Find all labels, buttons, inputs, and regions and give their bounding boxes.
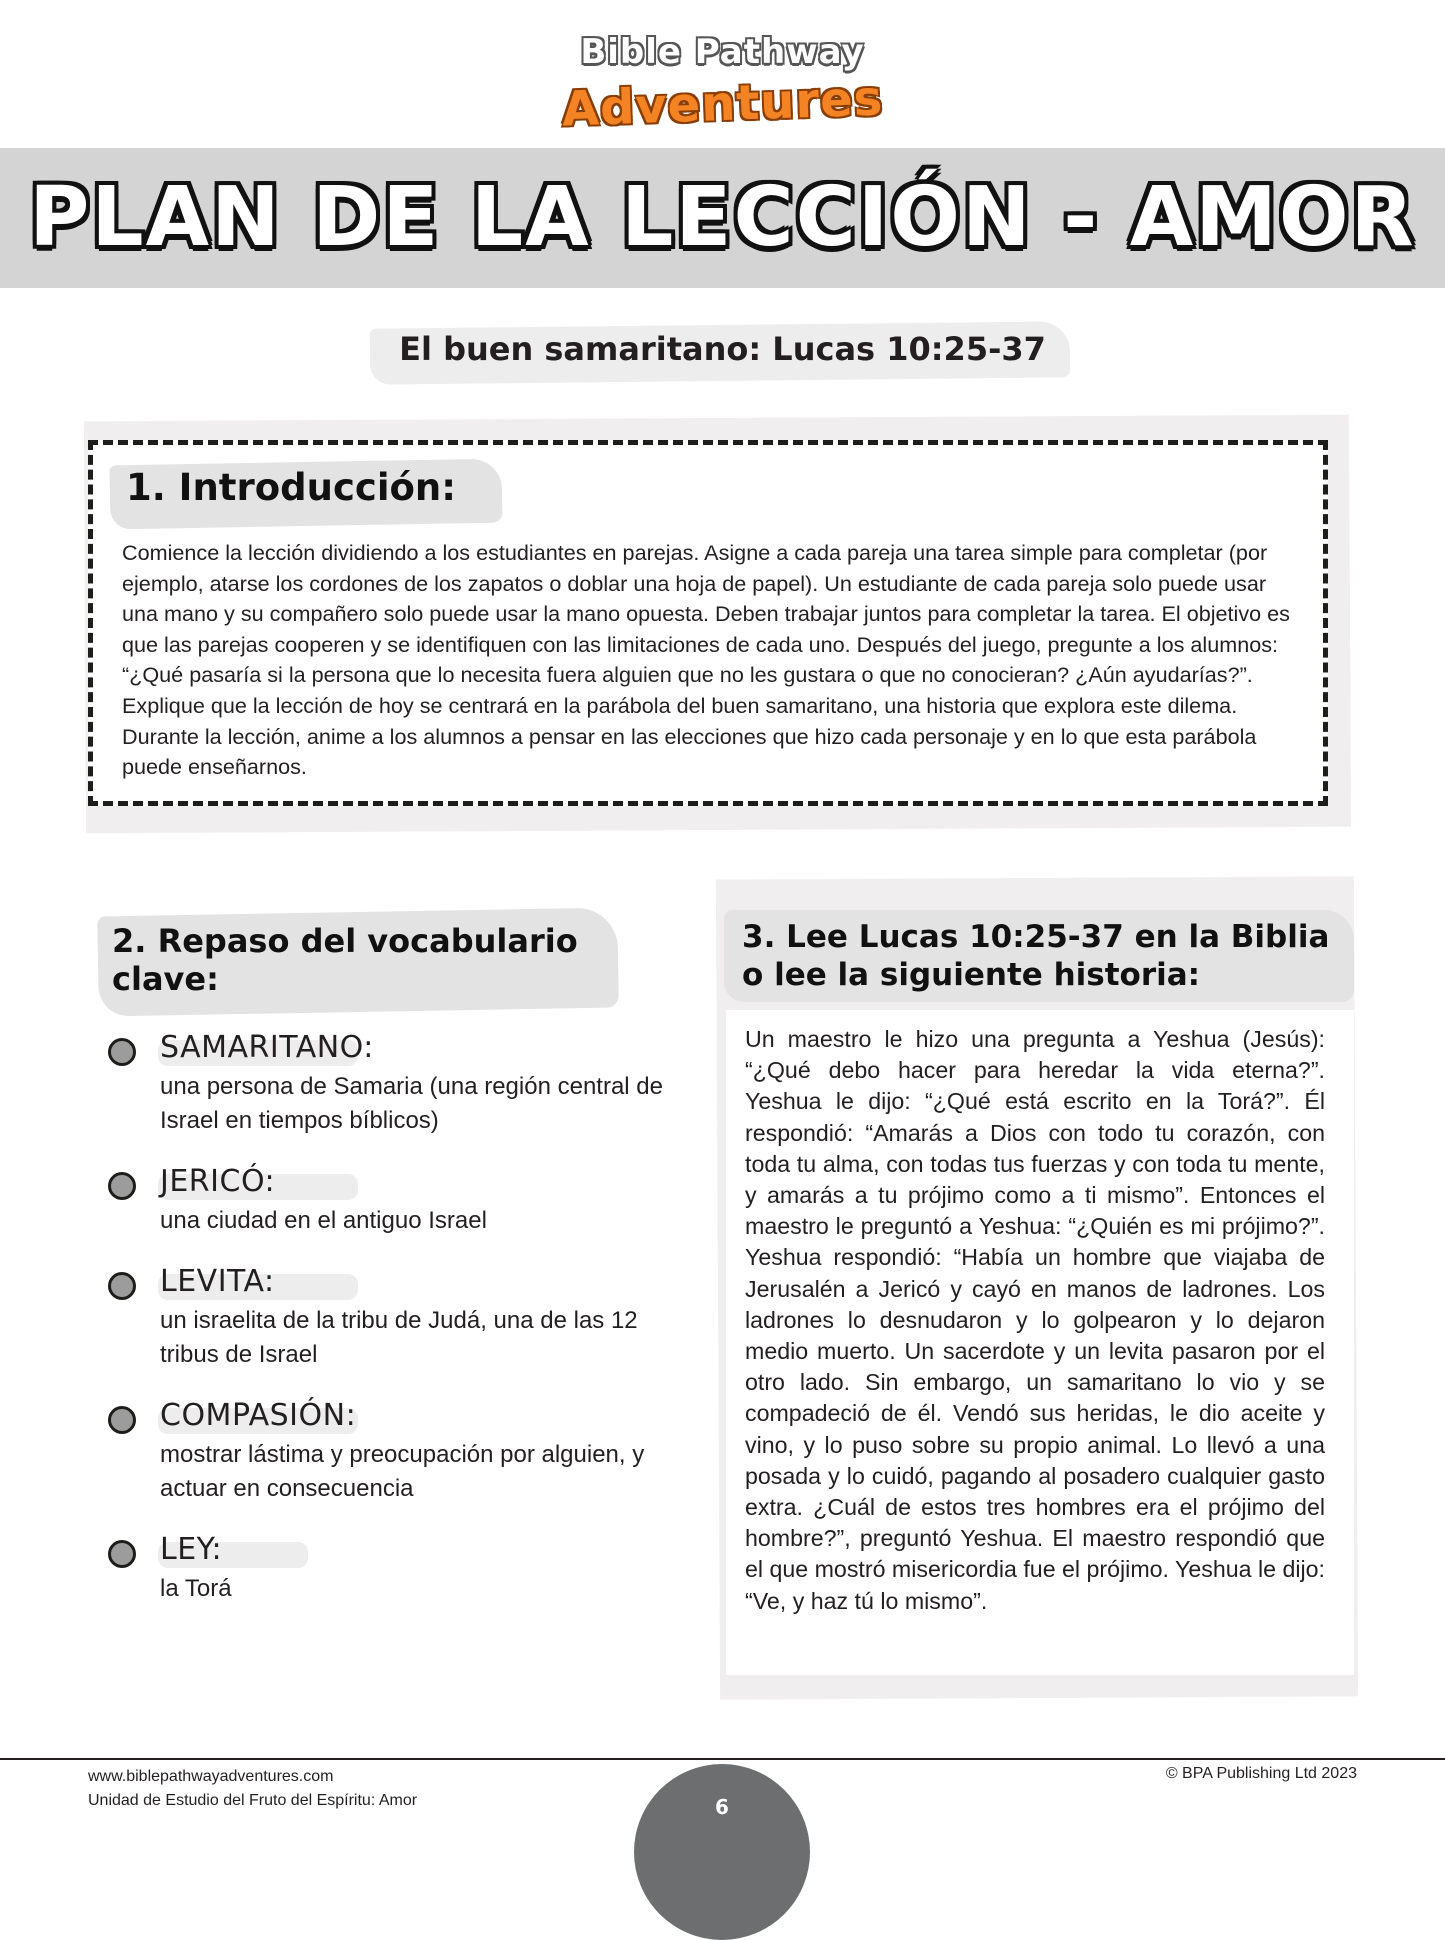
bullet-icon xyxy=(108,1540,136,1568)
page-subtitle: El buen samaritano: Lucas 10:25-37 xyxy=(399,330,1046,368)
vocab-definition: mostrar lástima y preocupación por alguien, y actuar en consecuencia xyxy=(160,1441,645,1502)
vocab-definition: la Torá xyxy=(160,1575,232,1602)
vocab-definition: un israelita de la tribu de Judá, una de las 12 tribus de Israel xyxy=(160,1307,638,1368)
vocab-heading: 2. Repaso del vocabulario clave: xyxy=(112,922,578,998)
page-number-badge xyxy=(634,1764,810,1940)
vocab-definition: una ciudad en el antiguo Israel xyxy=(160,1207,487,1234)
vocab-definition: una persona de Samaria (una región central de Israel en tiempos bíblicos) xyxy=(160,1073,663,1134)
bullet-icon xyxy=(108,1406,136,1434)
vocab-term: COMPASIÓN: xyxy=(160,1398,357,1433)
story-heading: 3. Lee Lucas 10:25-37 en la Biblia o lee la siguiente historia: xyxy=(742,919,1330,993)
intro-text: Comience la lección dividiendo a los estudiantes en parejas. Asigne a cada pareja una tarea simple para completar (por ejemplo, atarse los cordones de los zapatos o doblar una hoja de papel). Un estudiante de cada pareja solo puede usar una mano y su compañero solo puede usar la mano opuesta. Deben trabajar juntos para completar la tarea. El objetivo es que las parejas cooperen y se identifiquen con las limitaciones de cada uno. Después del juego, pregunte a los alumnos: “¿Qué pasaría si la persona que lo necesita fuera alguien que no les gustara o que no conocieran? ¿Aún ayudarías?”. Explique que la lección de hoy se centrará en la parábola del buen samaritano, una historia que explora este dilema. Durante la lección, anime a los alumnos a pensar en las elecciones que hizo cada personaje y en lo que esta parábola puede enseñarnos. xyxy=(122,540,1290,780)
footer-copyright: © BPA Publishing Ltd 2023 xyxy=(1165,1765,1357,1782)
bullet-icon xyxy=(108,1272,136,1300)
footer-left xyxy=(88,1765,417,1813)
footer-divider xyxy=(0,1758,1445,1760)
page-title: PLAN DE LA LECCIÓN - AMOR xyxy=(29,170,1416,265)
title-band xyxy=(0,148,1445,288)
bullet-icon xyxy=(108,1172,136,1200)
footer-website: www.biblepathwayadventures.com xyxy=(88,1768,334,1785)
vocab-term: JERICÓ: xyxy=(160,1164,276,1199)
logo-line1: Bible Pathway xyxy=(580,32,865,72)
story-text: Un maestro le hizo una pregunta a Yeshua (Jesús): “¿Qué debo hacer para heredar la vida eterna?”. Yeshua le dijo: “¿Qué está escrito en la Torá?”. Él respondió: “Amarás a Dios con todo tu corazón, con toda tu alma, con todas tus fuerzas y con toda tu mente, y amarás a tu prójimo como a ti mismo”. Entonces el maestro le preguntó a Yeshua: “¿Quién es mi prójimo?”. Yeshua respondió: “Había un hombre que viajaba de Jerusalén a Jericó y cayó en manos de ladrones. Los ladrones lo desnudaron y lo golpearon y lo dejaron medio muerto. Un sacerdote y un levita pasaron por el otro lado. Sin embargo, un samaritano lo vio y se compadeció de él. Vendó sus heridas, le dio aceite y vino, y lo puso sobre su propio animal. Lo llevó a una posada y lo cuidó, pagando al posadero cualquier gasto extra. ¿Cuál de estos tres hombres era el prójimo del hombre?”, preguntó Yeshua. El maestro respondió que el que mostró misericordia fue el prójimo. Yeshua le dijo: “Ve, y haz tú lo mismo”. xyxy=(745,1026,1325,1614)
logo-line2: Adventures xyxy=(560,70,885,138)
vocab-term: LEY: xyxy=(160,1532,223,1567)
vocab-term: LEVITA: xyxy=(160,1264,275,1299)
page-number: 6 xyxy=(715,1795,729,1819)
bullet-icon xyxy=(108,1038,136,1066)
vocab-term: SAMARITANO: xyxy=(160,1030,374,1065)
intro-heading: 1. Introducción: xyxy=(126,466,457,509)
footer-unit: Unidad de Estudio del Fruto del Espíritu: Amor xyxy=(88,1792,418,1809)
